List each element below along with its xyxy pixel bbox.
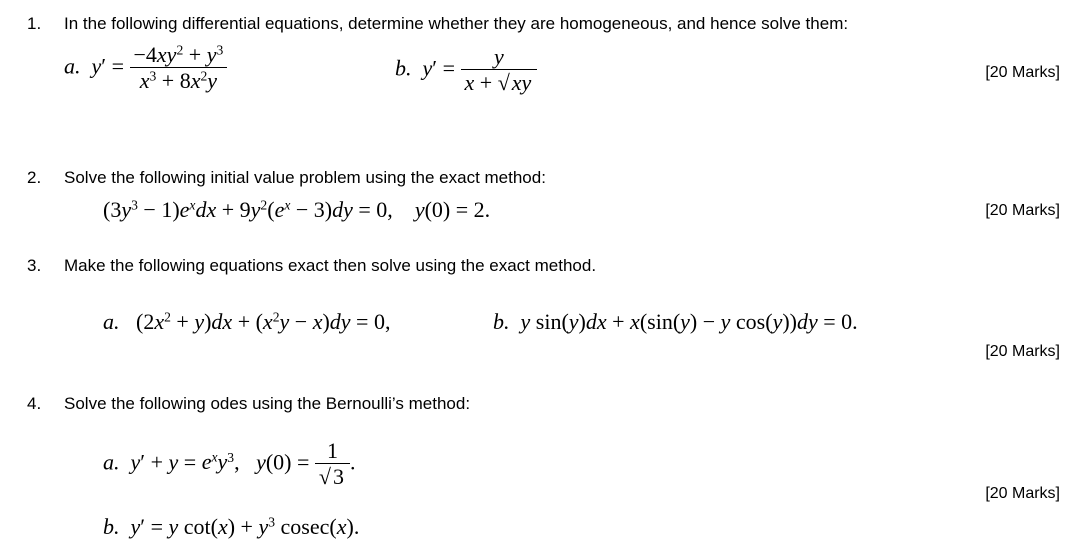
math-equation: a. y′ = $\frac{-4xy^2 + y^3}{x^3 + 8x^2y}$: [64, 42, 227, 95]
marks-label: [20 Marks]: [985, 202, 1060, 219]
question-number: 2.: [27, 168, 42, 187]
part-label: a.: [103, 449, 120, 475]
question-text: In the following differential equations, determine whether they are homogeneous, and hence solve them:: [64, 14, 849, 33]
question-number: 1.: [27, 14, 42, 33]
part-label: b.: [493, 309, 510, 334]
part-label: b.: [395, 55, 412, 81]
part-label: a.: [103, 309, 120, 334]
math-equation: a. $(2x^2 + y)dx + (x^2y - x)dy = 0$,: [103, 309, 391, 334]
math-equation: a. $y' + y = e^xy^3$, y(0) = $\frac{1}{√3}$ .: [103, 438, 356, 490]
math-equation: b. y sin(y)dx + x(sin(y) − y cos(y))dy = 0.: [493, 309, 858, 334]
marks-label: [20 Marks]: [985, 343, 1060, 360]
question-text: Make the following equations exact then solve using the exact method.: [64, 256, 597, 275]
part-label: b.: [103, 514, 120, 539]
math-equation: $(3y^3 - 1)e^xdx + 9y^2(e^x - 3)dy = 0$, y(0) = 2.: [103, 197, 491, 222]
question-number: 4.: [27, 394, 42, 413]
marks-label: [20 Marks]: [985, 485, 1060, 502]
question-text: Solve the following odes using the Bernoulli’s method:: [64, 394, 471, 413]
part-label: a.: [64, 53, 81, 79]
question-number: 3.: [27, 256, 42, 275]
marks-label: [20 Marks]: [985, 64, 1060, 81]
question-text: Solve the following initial value problem using the exact method:: [64, 168, 546, 187]
math-equation: b. y′ = $\frac{y}{x + √xy}$: [395, 44, 537, 97]
math-equation: b. y′ = y $\cot(x) + y^3$ cosec(x).: [103, 514, 360, 539]
